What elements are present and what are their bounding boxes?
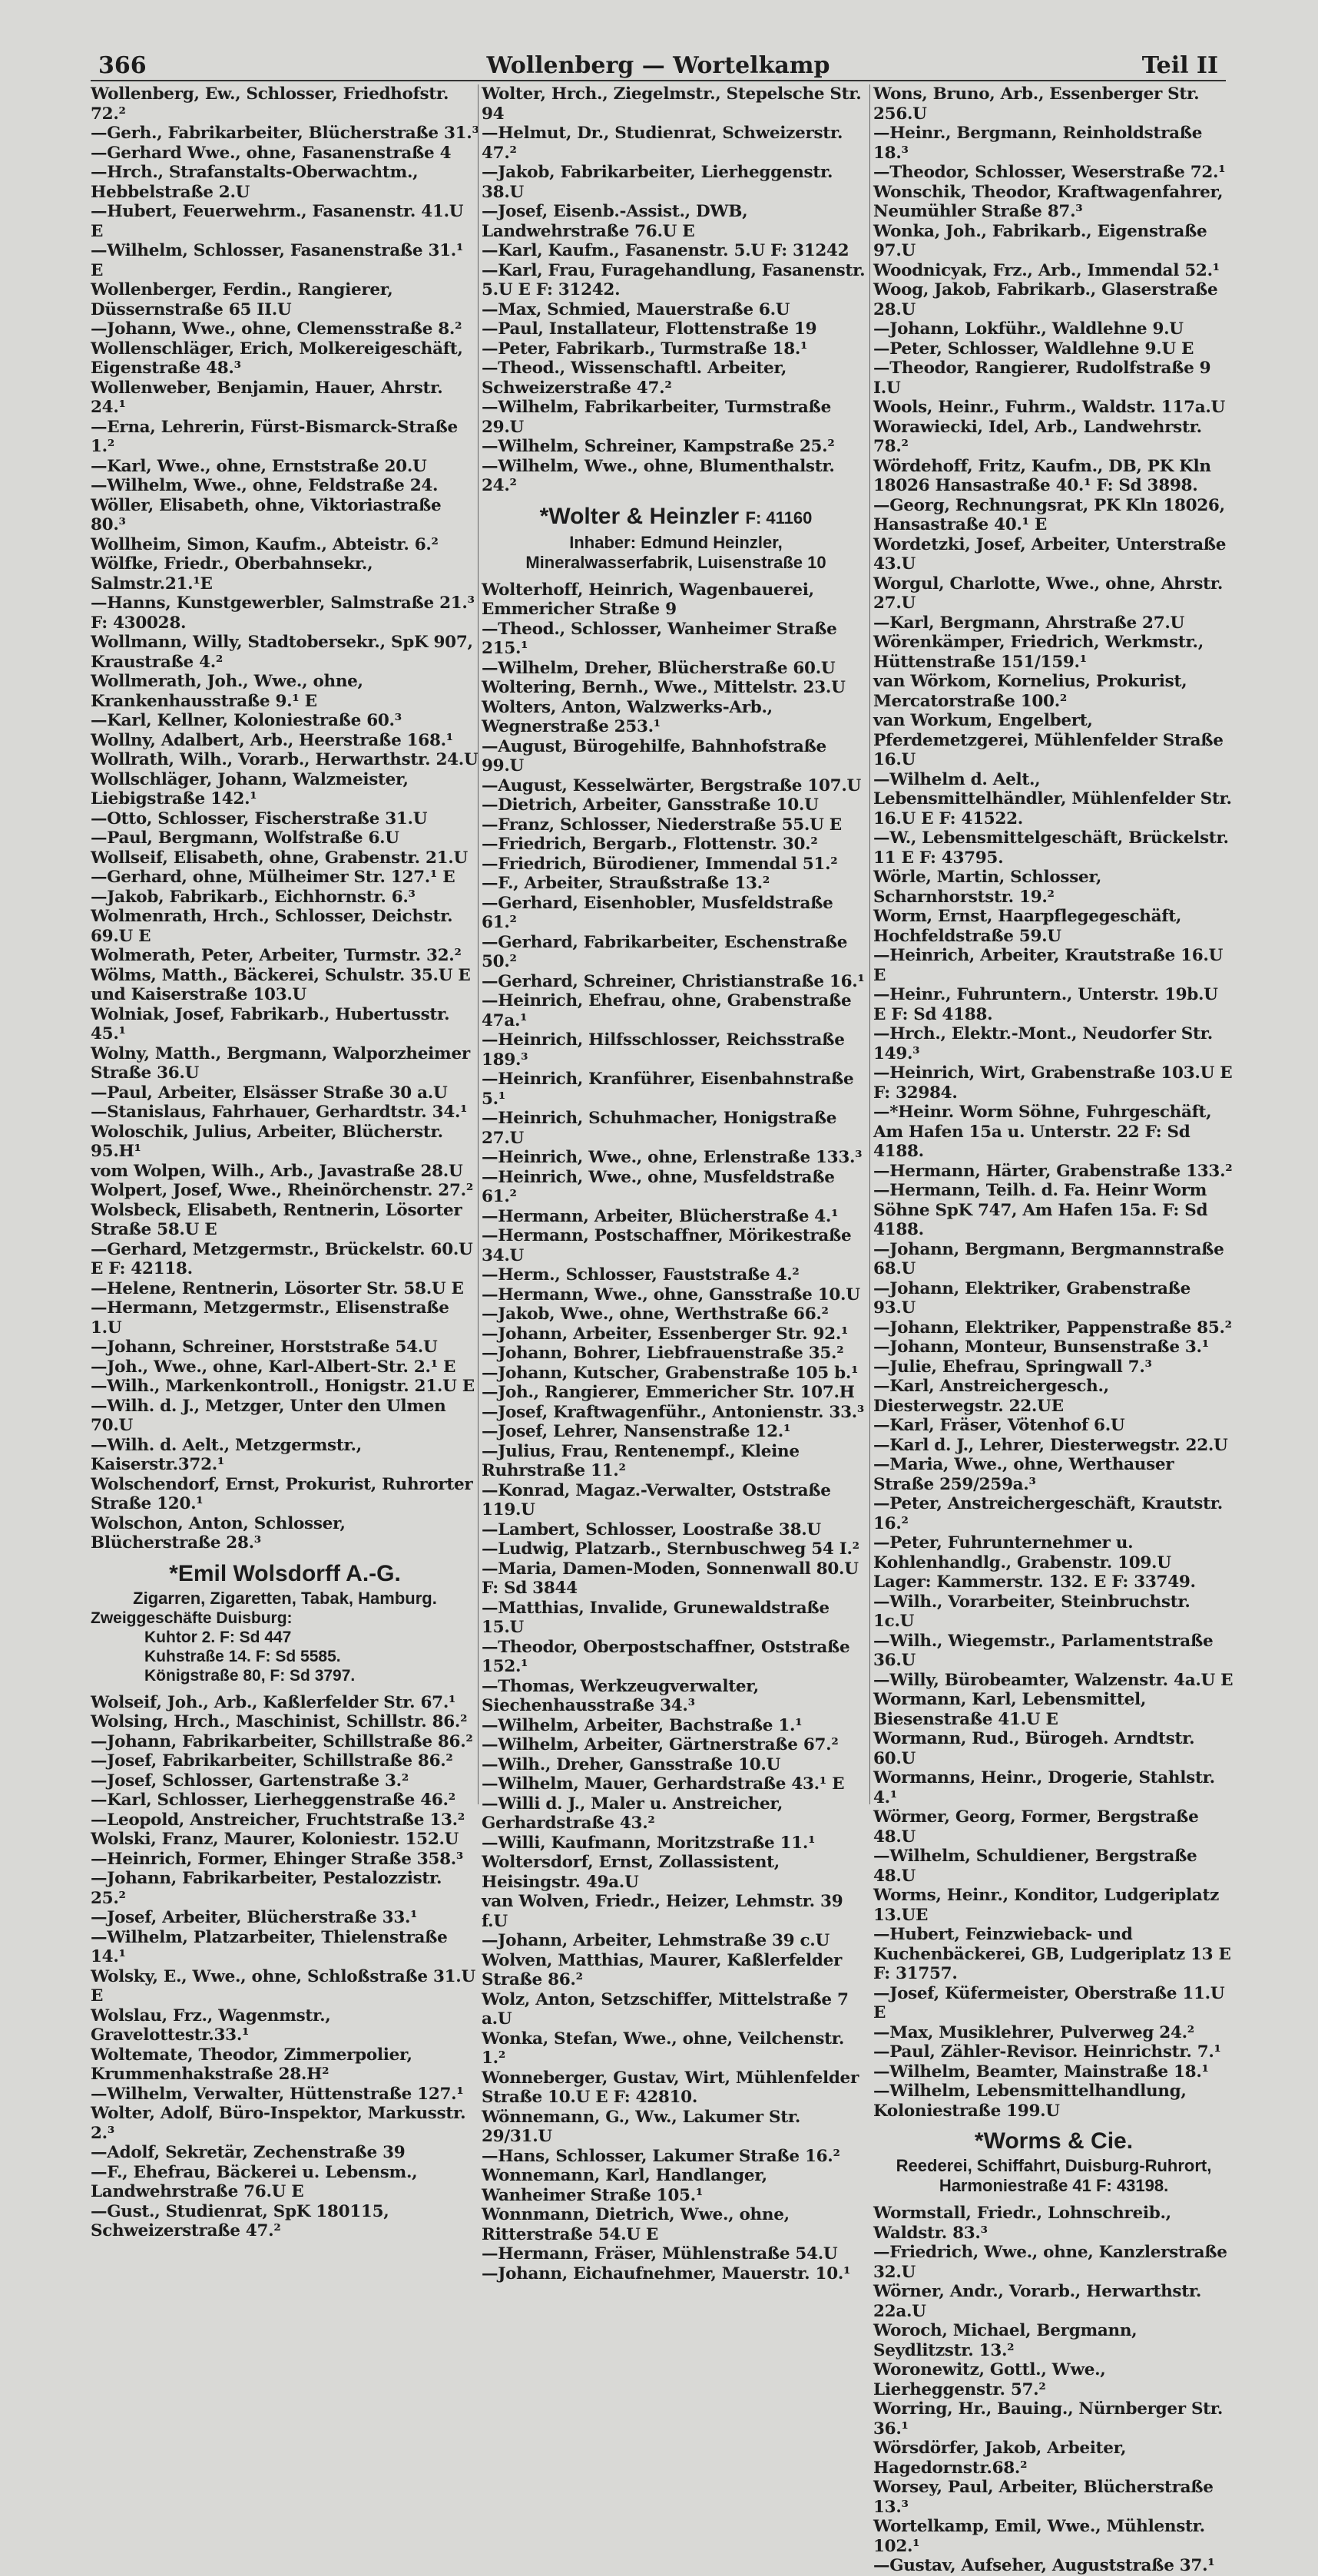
directory-entry: —Wilhelm, Verwalter, Hüttenstraße 127.¹ (91, 2084, 464, 2104)
directory-entry: Woronewitz, Gottl., Wwe., Lierheggenstr. 57.² (873, 2360, 1106, 2399)
column-2 (478, 84, 870, 2283)
directory-entry: —Wilhelm, Schlosser, Fasanenstraße 31.¹ E (91, 241, 464, 280)
directory-entry: Wonneberger, Gustav, Wirt, Mühlenfelder Straße 10.U E F: 42810. (482, 2068, 859, 2107)
directory-entry: —Karl, Anstreichergesch., Diesterwegstr. 22.UE (873, 1377, 1109, 1416)
directory-entry: —Heinrich, Wwe., ohne, Erlenstraße 133.³ (482, 1148, 863, 1167)
directory-entry: Wolmenrath, Hrch., Schlosser, Deichstr. 69.U E (91, 907, 453, 946)
directory-entry: —Johann, Wwe., ohne, Clemensstraße 8.² (91, 319, 462, 339)
directory-entry: —Julie, Ehefrau, Springwall 7.³ (873, 1357, 1152, 1377)
directory-entry: —Gustav, Aufseher, Auguststraße 37.¹ (873, 2556, 1215, 2575)
directory-entry: —Joh., Wwe., ohne, Karl-Albert-Str. 2.¹ E (91, 1357, 456, 1377)
directory-entry: Wonnemann, Karl, Handlanger, Wanheimer Straße 105.¹ (482, 2166, 767, 2205)
directory-entry: —Heinrich, Wwe., ohne, Musfeldstraße 61.² (482, 1167, 835, 1206)
directory-entry: —Friedrich, Bergarb., Flottenstr. 30.² (482, 835, 818, 854)
ad-worms-cie (873, 2127, 1234, 2196)
directory-entry: —Wilhelm, Beamter, Mainstraße 18.¹ (873, 2062, 1209, 2082)
directory-entry: —Wilhelm, Platzarbeiter, Thielenstraße 14.¹ (91, 1927, 448, 1966)
directory-entry: —Hermann, Arbeiter, Blücherstraße 4.¹ (482, 1206, 839, 1226)
directory-entry: Woloschik, Julius, Arbeiter, Blücherstr. 95.H¹ (91, 1122, 443, 1161)
directory-entry: Woodnicyak, Frz., Arb., Immendal 52.¹ (873, 260, 1220, 280)
directory-entry: —Johann, Kutscher, Grabenstraße 105 b.¹ (482, 1363, 859, 1383)
directory-entry: —Franz, Schlosser, Niederstraße 55.U E (482, 815, 842, 835)
directory-entry: Wöller, Elisabeth, ohne, Viktoriastraße 80.³ (91, 495, 442, 534)
directory-entry: Wörenkämper, Friedrich, Werkmstr., Hüttenstraße 151/159.¹ (873, 633, 1204, 672)
directory-entry: —Theodor, Oberpostschaffner, Oststraße 152.¹ (482, 1637, 850, 1676)
directory-entry: —Johann, Bohrer, Liebfrauenstraße 35.² (482, 1344, 844, 1363)
directory-entry: —Josef, Küfermeister, Oberstraße 11.U E (873, 1983, 1225, 2022)
directory-entry: Wolz, Anton, Setzschiffer, Mittelstraße 7 a.U (482, 1989, 849, 2029)
column-3 (869, 84, 1234, 2575)
ad-firm-name (482, 502, 870, 533)
directory-entry: Wolsbeck, Elisabeth, Rentnerin, Lösorter Straße 58.U E (91, 1200, 462, 1239)
directory-entry: Wolniak, Josef, Fabrikarb., Hubertusstr. 45.¹ (91, 1004, 450, 1043)
directory-entry: —Gerhard, Fabrikarbeiter, Eschenstraße 50.² (482, 932, 848, 971)
ad-firm-name: *Emil Wolsdorff A.-G. (169, 1560, 401, 1586)
directory-entry: —Paul, Installateur, Flottenstraße 19 (482, 319, 817, 339)
ad-line: Kuhstraße 14. F: Sd 5585. (144, 1647, 341, 1665)
directory-entry: —Heinr., Bergmann, Reinholdstraße 18.³ (873, 124, 1203, 163)
directory-entry: Wörner, Andr., Vorarb., Herwarthstr. 22a.U (873, 2282, 1202, 2321)
directory-entry: —Karl, Kellner, Koloniestraße 60.³ (91, 711, 402, 730)
directory-entry: Wollenschläger, Erich, Molkereigeschäft, Eigenstraße 48.³ (91, 339, 463, 378)
directory-entry: —Karl, Schlosser, Lierheggenstraße 46.² (91, 1791, 455, 1810)
directory-entry: Wormann, Karl, Lebensmittel, Biesenstraße 41.U E (873, 1690, 1147, 1729)
directory-entry: —Peter, Fuhrunternehmer u. Kohlenhandlg., Grabenstr. 109.U Lager: Kammerstr. 132. E F: 33749. (873, 1533, 1196, 1592)
ad-wolsdorff (91, 1559, 479, 1685)
directory-entry: Wollrath, Wilh., Vorarb., Herwarthstr. 24.U (91, 750, 479, 769)
directory-entry: Wörsdörfer, Jakob, Arbeiter, Hagedornstr.68.² (873, 2439, 1127, 2478)
ad-line: Zweiggeschäfte Duisburg: (91, 1609, 293, 1627)
directory-entry: —Gerhard Wwe., ohne, Fasanenstraße 4 (91, 143, 452, 163)
directory-entry: —F., Arbeiter, Straußstraße 13.² (482, 874, 770, 893)
directory-entry: —Max, Schmied, Mauerstraße 6.U (482, 299, 790, 319)
directory-entry: —Heinrich, Arbeiter, Krautstraße 16.U E (873, 946, 1224, 985)
directory-entry: —Josef, Kraftwagenführ., Antonienstr. 33.³ (482, 1402, 865, 1422)
directory-entry: Wolpert, Josef, Wwe., Rheinörchenstr. 27.² (91, 1181, 473, 1200)
directory-entry: —W., Lebensmittelgeschäft, Brückelstr. 11 E F: 43795. (873, 828, 1229, 868)
directory-entry: Wolterhoff, Heinrich, Wagenbauerei, Emmericher Straße 9 (482, 580, 814, 619)
ad-line: Königstraße 80, F: Sd 3797. (144, 1666, 356, 1685)
directory-entry: —Karl, Wwe., ohne, Ernststraße 20.U (91, 456, 427, 476)
directory-entry: Wolters, Anton, Walzwerks-Arb., Wegnerstraße 253.¹ (482, 697, 773, 736)
directory-entry: —Josef, Fabrikarbeiter, Schillstraße 86.² (91, 1751, 453, 1771)
directory-entry: Wölfke, Friedr., Oberbahnsekr., Salmstr.21.¹E (91, 554, 373, 594)
directory-entry: —Josef, Lehrer, Nansenstraße 12.¹ (482, 1422, 791, 1441)
directory-entry: —Wilhelm, Lebensmittelhandlung, Koloniestraße 199.U (873, 2082, 1187, 2121)
directory-entry: Wolschendorf, Ernst, Prokurist, Ruhrorter Straße 120.¹ (91, 1474, 473, 1513)
directory-entry: —Leopold, Anstreicher, Fruchtstraße 13.² (91, 1810, 465, 1830)
directory-entry: —Willi, Kaufmann, Moritzstraße 11.¹ (482, 1833, 816, 1853)
directory-entry: Wolski, Franz, Maurer, Koloniestr. 152.U (91, 1830, 459, 1849)
directory-entry: Wollny, Adalbert, Arb., Heerstraße 168.¹ (91, 730, 453, 750)
directory-entry: —Helmut, Dr., Studienrat, Schweizerstr. 47.² (482, 124, 843, 163)
directory-entry: —Wilhelm, Mauer, Gerhardstraße 43.¹ E (482, 1774, 845, 1794)
directory-entry: Wölms, Matth., Bäckerei, Schulstr. 35.U E und Kaiserstraße 103.U (91, 965, 471, 1004)
directory-entry: Woltemate, Theodor, Zimmerpolier, Krummenhakstraße 28.H² (91, 2045, 412, 2084)
page-title: Wollenberg — Wortelkamp (486, 52, 830, 79)
directory-entry: —Gerhard, Metzgermstr., Brückelstr. 60.U E F: 42118. (91, 1239, 473, 1278)
page-header (91, 49, 1226, 83)
directory-entry: —Dietrich, Arbeiter, Gansstraße 10.U (482, 795, 819, 815)
directory-entry: —Johann, Monteur, Bunsenstraße 3.¹ (873, 1338, 1209, 1357)
directory-entry: van Wolven, Friedr., Heizer, Lehmstr. 39 f.U (482, 1892, 843, 1931)
ad-line: Harmoniestraße 41 F: 43198. (939, 2176, 1169, 2195)
directory-entry: —Hrch., Elektr.-Mont., Neudorfer Str. 149.³ (873, 1024, 1213, 1063)
directory-entry: Wonka, Stefan, Wwe., ohne, Veilchenstr. 1.² (482, 2029, 845, 2068)
directory-entry: Wolmerath, Peter, Arbeiter, Turmstr. 32.² (91, 946, 462, 965)
directory-entry: Woog, Jakob, Fabrikarb., Glaserstraße 28.U (873, 280, 1218, 319)
directory-entry: Wonnmann, Dietrich, Wwe., ohne, Ritterstraße 54.U E (482, 2205, 790, 2244)
directory-entry: —Theod., Wissenschaftl. Arbeiter, Schweizerstraße 47.² (482, 359, 787, 398)
directory-entry: —Wilh., Vorarbeiter, Steinbruchstr. 1c.U (873, 1592, 1191, 1631)
directory-entry: —Karl, Frau, Furagehandlung, Fasanenstr. 5.U E F: 31242. (482, 260, 866, 299)
directory-entry: van Workum, Engelbert, Pferdemetzgerei, Mühlenfelder Straße 16.U (873, 711, 1224, 769)
ad-line: Reederei, Schiffahrt, Duisburg-Ruhrort, (896, 2156, 1212, 2175)
ad-line: Inhaber: Edmund Heinzler, (569, 532, 783, 552)
directory-entry: —Erna, Lehrerin, Fürst-Bismarck-Straße 1.² (91, 417, 458, 456)
directory-entry: —Heinrich, Schuhmacher, Honigstraße 27.U (482, 1109, 837, 1148)
directory-entry: —Josef, Eisenb.-Assist., DWB, Landwehrstraße 76.U E (482, 202, 748, 241)
directory-entry: —Max, Musiklehrer, Pulverweg 24.² (873, 2022, 1194, 2042)
directory-entry: —Joh., Rangierer, Emmericher Str. 107.H (482, 1383, 855, 1402)
directory-entry: Wonka, Joh., Fabrikarb., Eigenstraße 97.U (873, 221, 1207, 260)
directory-entry: —Wilhelm, Arbeiter, Bachstraße 1.¹ (482, 1715, 803, 1735)
directory-entry: Wollschläger, Johann, Walzmeister, Liebigstraße 142.¹ (91, 769, 409, 809)
directory-entry: —Thomas, Werkzeugverwalter, Siechenhausstraße 34.³ (482, 1676, 759, 1715)
directory-entry: —Josef, Schlosser, Gartenstraße 3.² (91, 1771, 409, 1791)
directory-entry: —Wilh., Dreher, Gansstraße 10.U (482, 1754, 781, 1774)
directory-entry: —Paul, Zähler-Revisor. Heinrichstr. 7.¹ (873, 2042, 1221, 2062)
directory-entry: —Julius, Frau, Rentenempf., Kleine Ruhrstraße 11.² (482, 1441, 800, 1480)
directory-entry: —Heinrich, Ehefrau, ohne, Grabenstraße 47a.¹ (482, 991, 852, 1030)
directory-entry: —Peter, Anstreichergeschäft, Krautstr. 16.² (873, 1494, 1223, 1533)
directory-entry: —Willi d. J., Maler u. Anstreicher, Gerhardstraße 43.² (482, 1794, 783, 1833)
directory-entry: —Peter, Schlosser, Waldlehne 9.U E (873, 339, 1194, 359)
directory-entry: Wollmann, Willy, Stadtobersekr., SpK 907, Kraustraße 4.² (91, 633, 473, 672)
directory-entry: —Wilh. d. J., Metzger, Unter den Ulmen 70.U (91, 1396, 446, 1435)
directory-entry: —Hermann, Metzgermstr., Elisenstraße 1.U (91, 1298, 449, 1338)
directory-entry: —Hermann, Wwe., ohne, Gansstraße 10.U (482, 1285, 860, 1305)
part-label: Teil II (1141, 52, 1218, 79)
directory-entry: —Johann, Fabrikarbeiter, Schillstraße 86.² (91, 1731, 473, 1751)
directory-entry: —Maria, Wwe., ohne, Werthauser Straße 259/259a.³ (873, 1455, 1174, 1494)
directory-entry: Worawiecki, Idel, Arb., Landwehrstr. 78.² (873, 417, 1202, 456)
directory-entry: Woltersdorf, Ernst, Zollassistent, Heisingstr. 49a.U (482, 1853, 780, 1892)
directory-entry: Wollenweber, Benjamin, Hauer, Ahrstr. 24.¹ (91, 378, 443, 417)
directory-entry: —Gerh., Fabrikarbeiter, Blücherstraße 31.³ (91, 124, 479, 143)
directory-entry: —August, Bürogehilfe, Bahnhofstraße 99.U (482, 736, 826, 775)
directory-entry: Woltering, Bernh., Wwe., Mittelstr. 23.U (482, 678, 846, 697)
ad-phone: F: 41160 (745, 508, 813, 527)
directory-entry: —Wilhelm, Schuldiener, Bergstraße 48.U (873, 1847, 1197, 1886)
directory-entry: Wormstall, Friedr., Lohnschreib., Waldstr. 83.³ (873, 2204, 1171, 2243)
directory-entry: —Johann, Fabrikarbeiter, Pestalozzistr. 25.² (91, 1869, 442, 1908)
directory-entry: Wörmer, Georg, Former, Bergstraße 48.U (873, 1807, 1199, 1847)
directory-entry: —Stanislaus, Fahrhauer, Gerhardtstr. 34.¹ (91, 1103, 468, 1122)
directory-entry: —Hanns, Kunstgewerbler, Salmstraße 21.³ F: 430028. (91, 594, 475, 633)
directory-entry: —Jakob, Fabrikarb., Eichhornstr. 6.³ (91, 887, 416, 907)
directory-entry: —Friedrich, Wwe., ohne, Kanzlerstraße 32.U (873, 2243, 1227, 2282)
page-number: 366 (98, 52, 147, 79)
directory-entry: —Wilh., Wiegemstr., Parlamentstraße 36.U (873, 1631, 1214, 1670)
directory-entry: —Wilhelm, Arbeiter, Gärtnerstraße 67.² (482, 1735, 839, 1754)
entry-list (873, 2204, 1234, 2576)
directory-entry: —Wilh., Markenkontroll., Honigstr. 21.U E (91, 1377, 475, 1396)
directory-entry: Wolslau, Frz., Wagenmstr., Gravelottestr.33.¹ (91, 2006, 331, 2045)
directory-entry: Wollenberger, Ferdin., Rangierer, Düssernstraße 65 II.U (91, 280, 393, 319)
directory-entry: Wollmerath, Joh., Wwe., ohne, Krankenhausstraße 9.¹ E (91, 672, 363, 711)
directory-entry: Worring, Hr., Bauing., Nürnberger Str. 36.¹ (873, 2399, 1224, 2439)
directory-entry: Wönnemann, G., Ww., Lakumer Str. 29/31.U (482, 2107, 801, 2146)
directory-entry: —Adolf, Sekretär, Zechenstraße 39 (91, 2143, 406, 2162)
directory-entry: —Hermann, Fräser, Mühlenstraße 54.U (482, 2244, 838, 2264)
ad-line: Mineralwasserfabrik, Luisenstraße 10 (525, 552, 826, 572)
directory-entry: —Konrad, Magaz.-Verwalter, Oststraße 119.U (482, 1480, 831, 1519)
directory-entry: —Karl d. J., Lehrer, Diesterwegstr. 22.U (873, 1435, 1228, 1455)
directory-entry: Wollseif, Elisabeth, ohne, Grabenstr. 21.U (91, 848, 468, 868)
directory-entry: Wollenberg, Ew., Schlosser, Friedhofstr. 72.² (91, 84, 449, 124)
directory-entry: —Gerhard, ohne, Mülheimer Str. 127.¹ E (91, 868, 455, 887)
column-1 (91, 84, 479, 2240)
directory-entry: —Willy, Bürobeamter, Walzenstr. 4a.U E (873, 1670, 1234, 1690)
entry-list (482, 84, 870, 496)
directory-entry: —Johann, Arbeiter, Lehmstraße 39 c.U (482, 1931, 830, 1950)
directory-entry: —Gust., Studienrat, SpK 180115, Schweizerstraße 47.² (91, 2201, 389, 2240)
directory-entry: Wördehoff, Fritz, Kaufm., DB, PK Kln 18026 Hansastraße 40.¹ F: Sd 3898. (873, 456, 1211, 495)
directory-entry: Worm, Ernst, Haarpflegegeschäft, Hochfeldstraße 59.U (873, 907, 1182, 946)
directory-entry: —Johann, Elektriker, Grabenstraße 93.U (873, 1278, 1191, 1318)
directory-entry: —Theod., Schlosser, Wanheimer Straße 215.¹ (482, 619, 837, 658)
directory-entry: —Wilh. d. Aelt., Metzgermstr., Kaiserstr.372.¹ (91, 1435, 362, 1474)
ad-line: Kuhtor 2. F: Sd 447 (144, 1628, 292, 1646)
directory-entry: —Jakob, Wwe., ohne, Werthstraße 66.² (482, 1305, 829, 1324)
entry-list (873, 84, 1234, 2121)
directory-entry: —Georg, Rechnungsrat, PK Kln 18026, Hansastraße 40.¹ E (873, 495, 1225, 534)
directory-entry: —Hermann, Teilh. d. Fa. Heinr Worm Söhne SpK 747, Am Hafen 15a. F: Sd 4188. (873, 1181, 1208, 1239)
directory-entry: —Hans, Schlosser, Lakumer Straße 16.² (482, 2146, 840, 2166)
directory-entry: Wons, Bruno, Arb., Essenberger Str. 256.U (873, 84, 1200, 124)
directory-entry: Worms, Heinr., Konditor, Ludgeriplatz 13.UE (873, 1886, 1220, 1925)
directory-entry: Wolsky, E., Wwe., ohne, Schloßstraße 31.U E (91, 1966, 475, 2006)
directory-entry: —Heinrich, Former, Ehinger Straße 358.³ (91, 1849, 464, 1869)
directory-entry: Wörle, Martin, Schlosser, Scharnhorststr. 19.² (873, 868, 1102, 907)
directory-entry: —Theodor, Rangierer, Rudolfstraße 9 I.U (873, 359, 1211, 398)
directory-entry: van Wörkom, Kornelius, Prokurist, Mercatorstraße 100.² (873, 672, 1187, 711)
directory-entry: —Heinrich, Wirt, Grabenstraße 103.U E F: 32984. (873, 1063, 1233, 1103)
directory-entry: Worsey, Paul, Arbeiter, Blücherstraße 13.³ (873, 2478, 1214, 2517)
ad-firm-text: *Wolter & Heinzler (539, 503, 740, 529)
directory-entry: —Karl, Bergmann, Ahrstraße 27.U (873, 613, 1184, 633)
directory-entry: —Maria, Damen-Moden, Sonnenwall 80.U F: Sd 3844 (482, 1559, 859, 1598)
directory-entry: —Wilhelm, Dreher, Blücherstraße 60.U (482, 658, 836, 678)
directory-entry: —Wilhelm, Schreiner, Kampstraße 25.² (482, 437, 835, 456)
directory-entry: Wolter, Hrch., Ziegelmstr., Stepelsche Str. 94 (482, 84, 862, 124)
directory-entry: —Johann, Schreiner, Horststraße 54.U (91, 1338, 438, 1357)
directory-entry: —Karl, Fräser, Vötenhof 6.U (873, 1416, 1125, 1435)
entry-list (91, 84, 479, 1553)
directory-entry: —F., Ehefrau, Bäckerei u. Lebensm., Landwehrstraße 76.U E (91, 2162, 418, 2201)
directory-entry: —Hermann, Postschaffner, Mörikestraße 34.U (482, 1226, 852, 1265)
header-rule (91, 80, 1226, 81)
directory-entry: —Heinrich, Hilfsschlosser, Reichsstraße 189.³ (482, 1030, 845, 1070)
ad-firm-name: *Worms & Cie. (974, 2128, 1134, 2154)
directory-entry: —Johann, Eichaufnehmer, Mauerstr. 10.¹ (482, 2264, 851, 2283)
directory-entry: Wolseif, Joh., Arb., Kaßlerfelder Str. 67.¹ (91, 1692, 456, 1712)
directory-entry: —Johann, Elektriker, Pappenstraße 85.² (873, 1318, 1232, 1338)
directory-entry: Wolny, Matth., Bergmann, Walporzheimer Straße 36.U (91, 1043, 470, 1083)
directory-entry: —Jakob, Fabrikarbeiter, Lierheggenstr. 38.U (482, 163, 833, 202)
directory-entry: Wolschon, Anton, Schlosser, Blücherstraße 28.³ (91, 1513, 346, 1553)
directory-entry: —Paul, Arbeiter, Elsässer Straße 30 a.U (91, 1083, 448, 1103)
directory-entry: —Theodor, Schlosser, Weserstraße 72.¹ (873, 163, 1226, 182)
directory-entry: —Wilhelm, Fabrikarbeiter, Turmstraße 29.U (482, 398, 831, 437)
directory-entry: Woroch, Michael, Bergmann, Seydlitzstr. 13.² (873, 2321, 1138, 2360)
directory-entry: Wormann, Rud., Bürogeh. Arndtstr. 60.U (873, 1729, 1195, 1768)
directory-entry: —Johann, Bergmann, Bergmannstraße 68.U (873, 1239, 1224, 1278)
directory-entry: —Heinrich, Kranführer, Eisenbahnstraße 5.¹ (482, 1070, 854, 1109)
directory-entry: Wolven, Matthias, Maurer, Kaßlerfelder Straße 86.² (482, 1950, 843, 1989)
directory-entry: Worgul, Charlotte, Wwe., ohne, Ahrstr. 27.U (873, 574, 1224, 613)
directory-entry: Wormanns, Heinr., Drogerie, Stahlstr. 4.¹ (873, 1768, 1215, 1807)
directory-entry: —Matthias, Invalide, Grunewaldstraße 15.U (482, 1598, 830, 1637)
directory-entry: —Ludwig, Platzarb., Sternbuschweg 54 I.² (482, 1539, 859, 1559)
directory-entry: —Peter, Fabrikarb., Turmstraße 18.¹ (482, 339, 808, 359)
entry-list (482, 580, 870, 2284)
directory-entry: Wolter, Adolf, Büro-Inspektor, Markusstr. 2.³ (91, 2104, 466, 2143)
directory-entry: —*Heinr. Worm Söhne, Fuhrgeschäft, Am Hafen 15a u. Unterstr. 22 F: Sd 4188. (873, 1103, 1212, 1161)
directory-entry: —Wilhelm, Wwe., ohne, Feldstraße 24. (91, 476, 439, 495)
directory-entry: —Gerhard, Eisenhobler, Musfeldstraße 61.² (482, 893, 833, 932)
directory-entry: —Otto, Schlosser, Fischerstraße 31.U (91, 809, 428, 828)
directory-entry: —Gerhard, Schreiner, Christianstraße 16.¹ (482, 971, 865, 991)
ad-line: Zigarren, Zigaretten, Tabak, Hamburg. (133, 1588, 437, 1608)
directory-entry: —Karl, Kaufm., Fasanenstr. 5.U F: 31242 (482, 241, 849, 260)
directory-entry: —Johann, Lokführ., Waldlehne 9.U (873, 319, 1184, 339)
ad-wolter-heinzler (482, 502, 870, 573)
directory-entry: —Wilhelm, Wwe., ohne, Blumenthalstr. 24.² (482, 456, 835, 495)
directory-entry: Wortelkamp, Emil, Wwe., Mühlenstr. 102.¹ (873, 2517, 1205, 2556)
directory-entry: Wools, Heinr., Fuhrm., Waldstr. 117a.U (873, 398, 1226, 417)
directory-entry: —Heinr., Fuhruntern., Unterstr. 19b.U E F: Sd 4188. (873, 985, 1218, 1024)
directory-entry: Wordetzki, Josef, Arbeiter, Unterstraße 43.U (873, 534, 1227, 574)
directory-entry: —Johann, Arbeiter, Essenberger Str. 92.¹ (482, 1324, 849, 1344)
directory-entry: —Lambert, Schlosser, Loostraße 38.U (482, 1519, 821, 1539)
directory-entry: —Hrch., Strafanstalts-Oberwachtm., Hebbelstraße 2.U (91, 163, 419, 202)
directory-entry: vom Wolpen, Wilh., Arb., Javastraße 28.U (91, 1161, 463, 1181)
directory-entry: Wonschik, Theodor, Kraftwagenfahrer, Neumühler Straße 87.³ (873, 182, 1224, 221)
directory-entry: —Friedrich, Bürodiener, Immendal 51.² (482, 854, 838, 874)
entry-list (91, 1693, 479, 2241)
directory-entry: —Paul, Bergmann, Wolfstraße 6.U (91, 828, 399, 848)
directory-entry: Wolsing, Hrch., Maschinist, Schillstr. 86.² (91, 1712, 468, 1731)
directory-entry: —August, Kesselwärter, Bergstraße 107.U (482, 775, 861, 795)
directory-entry: —Josef, Arbeiter, Blücherstraße 33.¹ (91, 1908, 418, 1927)
directory-entry: —Hubert, Feinzwieback- und Kuchenbäckerei, GB, Ludgeriplatz 13 E F: 31757. (873, 1925, 1231, 1983)
directory-entry: —Helene, Rentnerin, Lösorter Str. 58.U E (91, 1278, 464, 1298)
directory-entry: —Wilhelm d. Aelt., Lebensmittelhändler, Mühlenfelder Str. 16.U E F: 41522. (873, 769, 1232, 828)
directory-entry: —Herm., Schlosser, Fauststraße 4.² (482, 1265, 800, 1285)
directory-entry: Wollheim, Simon, Kaufm., Abteistr. 6.² (91, 534, 439, 554)
directory-entry: —Hermann, Härter, Grabenstraße 133.² (873, 1161, 1233, 1181)
directory-entry: —Hubert, Feuerwehrm., Fasanenstr. 41.U E (91, 202, 464, 241)
